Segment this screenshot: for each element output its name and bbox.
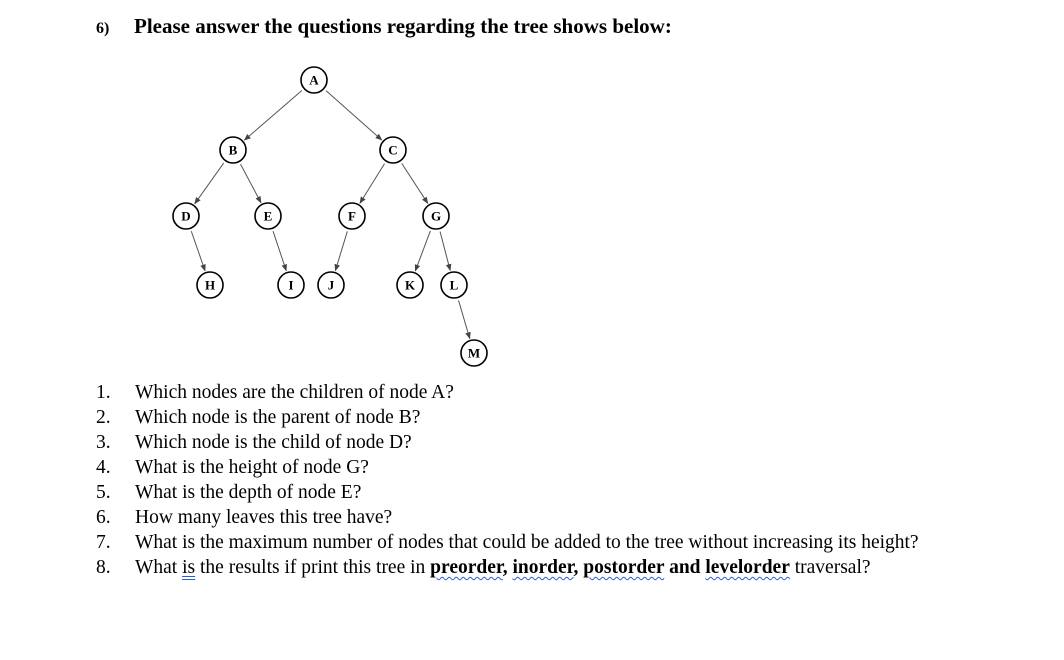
svg-text:H: H <box>204 277 216 293</box>
question-8: 8. What is the results if print this tree in preorder, inorder, postorder and levelorder traversal? <box>96 557 871 578</box>
tree-node-K <box>397 272 423 298</box>
question-2: 2. Which node is the parent of node B? <box>96 407 421 428</box>
svg-text:G: G <box>430 208 442 224</box>
tree-node-A <box>301 67 327 93</box>
svg-text:J: J <box>327 277 335 293</box>
edge-E-I <box>273 231 286 271</box>
tree-node-I <box>278 272 304 298</box>
tree-node-J <box>318 272 344 298</box>
term-inorder: inorder <box>512 557 574 578</box>
svg-text:B: B <box>228 142 238 158</box>
tree-node-E <box>255 203 281 229</box>
edge-A-B <box>244 90 302 140</box>
svg-text:K: K <box>404 277 416 293</box>
edge-D-H <box>191 231 205 271</box>
question-3: 3. Which node is the child of node D? <box>96 432 412 453</box>
edge-C-F <box>360 164 385 204</box>
term-preorder: preorder <box>430 557 503 578</box>
tree-node-G <box>423 203 449 229</box>
edge-B-E <box>240 164 260 203</box>
svg-text:L: L <box>449 277 459 293</box>
tree-node-B <box>220 137 246 163</box>
edge-G-L <box>440 231 450 270</box>
tree-node-H <box>197 272 223 298</box>
tree-node-D <box>173 203 199 229</box>
term-postorder: postorder <box>583 557 665 578</box>
edge-A-C <box>326 91 382 140</box>
svg-text:D: D <box>181 208 191 224</box>
question-4: 4. What is the height of node G? <box>96 457 369 478</box>
problem-number: 6) <box>96 20 110 37</box>
edge-C-G <box>402 163 428 203</box>
word-is: is <box>182 557 196 578</box>
question-6: 6. How many leaves this tree have? <box>96 507 393 528</box>
edge-L-M <box>459 300 470 338</box>
edge-F-J <box>335 231 347 270</box>
svg-text:M: M <box>467 345 481 361</box>
question-1: 1. Which nodes are the children of node A? <box>96 382 454 403</box>
edge-B-D <box>195 163 224 204</box>
tree-node-M <box>461 340 487 366</box>
question-list <box>96 380 965 580</box>
tree-node-C <box>380 137 406 163</box>
svg-text:C: C <box>388 142 398 158</box>
tree-node-L <box>441 272 467 298</box>
question-5: 5. What is the depth of node E? <box>96 482 362 503</box>
svg-text:A: A <box>309 72 319 88</box>
term-levelorder: levelorder <box>705 557 790 578</box>
question-7: 7. What is the maximum number of nodes that could be added to the tree without increasing its height? <box>96 532 919 553</box>
svg-text:E: E <box>263 208 273 224</box>
edge-G-K <box>415 231 430 271</box>
svg-text:I: I <box>288 277 294 293</box>
problem-title: Please answer the questions regarding the tree shows below: <box>134 14 672 38</box>
tree-node-F <box>339 203 365 229</box>
svg-text:F: F <box>348 208 356 224</box>
